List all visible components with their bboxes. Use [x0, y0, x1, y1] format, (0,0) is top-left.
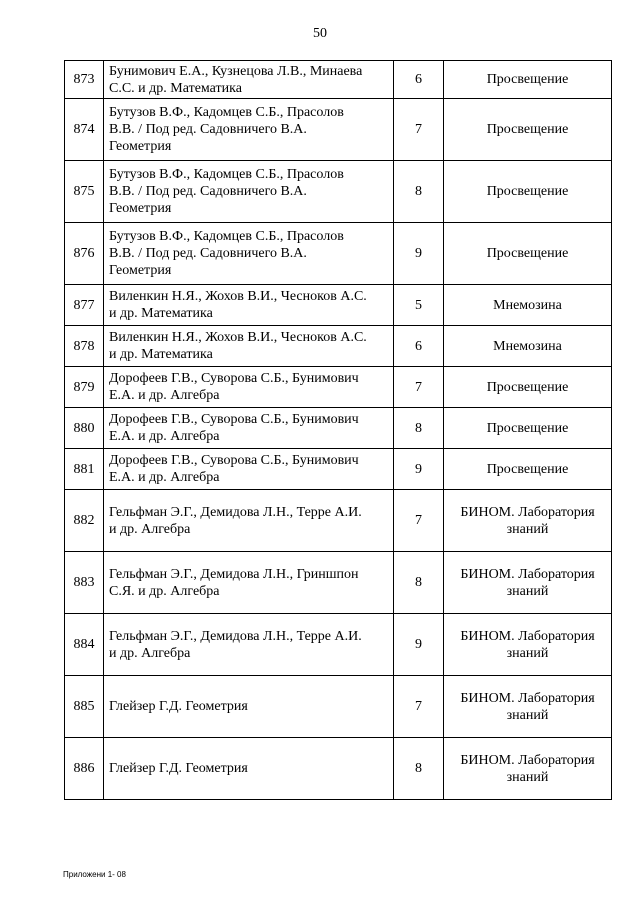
row-number: 885 [65, 676, 104, 738]
publisher-cell [444, 367, 612, 408]
book-title-line: Геометрия [109, 201, 172, 216]
book-title-cell [104, 676, 394, 738]
book-title-cell [104, 367, 394, 408]
book-title-line: Дорофеев Г.В., Суворова С.Б., Бунимович [109, 453, 359, 468]
book-title-line: и др. Математика [109, 347, 213, 362]
table-row [65, 614, 612, 676]
book-title-line: Виленкин Н.Я., Жохов В.И., Чесноков А.С. [109, 289, 367, 304]
row-number: 875 [65, 161, 104, 223]
grade-cell: 7 [394, 490, 444, 552]
publisher-cell [444, 490, 612, 552]
publisher-line: Просвещение [486, 379, 569, 395]
table-row [65, 61, 612, 99]
publisher-line: Просвещение [486, 420, 569, 436]
grade-cell: 8 [394, 738, 444, 800]
publisher-cell [444, 285, 612, 326]
publisher-line: Мнемозина [493, 338, 562, 354]
grade-cell: 8 [394, 161, 444, 223]
book-title-line: Геометрия [109, 263, 172, 278]
grade-cell: 5 [394, 285, 444, 326]
page-number: 50 [313, 26, 327, 41]
book-title-line: Глейзер Г.Д. Геометрия [109, 761, 248, 776]
publisher-line: Просвещение [486, 122, 569, 137]
row-number: 882 [65, 490, 104, 552]
publisher-line: Просвещение [486, 246, 569, 261]
table-row [65, 223, 612, 285]
book-title-line: и др. Математика [109, 306, 213, 321]
book-title-cell [104, 738, 394, 800]
publisher-cell [444, 223, 612, 285]
footer-note: Приложени 1- 08 [63, 870, 126, 879]
publisher-cell [444, 614, 612, 676]
book-title-cell [104, 614, 394, 676]
book-title-line: Е.А. и др. Алгебра [109, 388, 220, 403]
row-number: 881 [65, 449, 104, 490]
book-title-line: В.В. / Под ред. Садовничего В.А. [109, 122, 307, 137]
publisher-line: Просвещение [486, 184, 569, 199]
row-number: 886 [65, 738, 104, 800]
book-title-line: Гельфман Э.Г., Демидова Л.Н., Терре А.И. [109, 628, 362, 644]
book-title-line: Бутузов В.Ф., Кадомцев С.Б., Прасолов [109, 167, 344, 182]
table-row [65, 326, 612, 367]
book-title-line: Глейзер Г.Д. Геометрия [109, 699, 248, 714]
publisher-cell [444, 676, 612, 738]
book-title-line: С.Я. и др. Алгебра [109, 583, 220, 599]
row-number: 884 [65, 614, 104, 676]
book-title-cell [104, 61, 394, 99]
publisher-cell [444, 738, 612, 800]
book-title-line: В.В. / Под ред. Садовничего В.А. [109, 184, 307, 199]
table-body [65, 61, 612, 800]
book-title-cell [104, 408, 394, 449]
book-title-line: В.В. / Под ред. Садовничего В.А. [109, 246, 307, 261]
grade-cell: 6 [394, 61, 444, 99]
book-title-line: Е.А. и др. Алгебра [109, 429, 220, 444]
book-title-line: Е.А. и др. Алгебра [109, 470, 220, 485]
book-title-cell [104, 285, 394, 326]
row-number: 877 [65, 285, 104, 326]
book-title-cell [104, 449, 394, 490]
row-number: 883 [65, 552, 104, 614]
grade-cell: 9 [394, 449, 444, 490]
table-row [65, 552, 612, 614]
publisher-line: знаний [506, 583, 549, 599]
table-row [65, 490, 612, 552]
grade-cell: 9 [394, 223, 444, 285]
table-row [65, 367, 612, 408]
book-title-cell [104, 161, 394, 223]
table-row [65, 408, 612, 449]
publisher-cell [444, 326, 612, 367]
publisher-cell [444, 99, 612, 161]
publisher-line: Просвещение [486, 461, 569, 477]
book-title-cell [104, 223, 394, 285]
book-title-line: С.С. и др. Математика [109, 80, 242, 96]
row-number: 879 [65, 367, 104, 408]
publisher-cell [444, 408, 612, 449]
publisher-line: знаний [506, 707, 549, 723]
book-title-line: Бунимович Е.А., Кузнецова Л.В., Минаева [109, 63, 363, 79]
grade-cell: 7 [394, 676, 444, 738]
grade-cell: 7 [394, 367, 444, 408]
row-number: 880 [65, 408, 104, 449]
table-row [65, 285, 612, 326]
table-row [65, 161, 612, 223]
publisher-cell [444, 449, 612, 490]
publisher-line: БИНОМ. Лаборатория [460, 628, 595, 644]
publisher-line: знаний [506, 769, 549, 785]
publisher-cell [444, 552, 612, 614]
publisher-cell [444, 61, 612, 99]
table-row [65, 99, 612, 161]
publisher-line: знаний [506, 521, 549, 537]
table-row [65, 738, 612, 800]
book-title-line: Гельфман Э.Г., Демидова Л.Н., Гриншпон [109, 566, 359, 582]
publisher-line: БИНОМ. Лаборатория [460, 690, 595, 706]
book-title-line: и др. Алгебра [109, 645, 191, 661]
row-number: 878 [65, 326, 104, 367]
publisher-line: БИНОМ. Лаборатория [460, 752, 595, 768]
publisher-cell [444, 161, 612, 223]
publisher-line: БИНОМ. Лаборатория [460, 566, 595, 582]
book-title-line: Дорофеев Г.В., Суворова С.Б., Бунимович [109, 412, 359, 427]
book-title-cell [104, 490, 394, 552]
grade-cell: 6 [394, 326, 444, 367]
book-title-line: Гельфман Э.Г., Демидова Л.Н., Терре А.И. [109, 504, 362, 520]
book-title-line: Бутузов В.Ф., Кадомцев С.Б., Прасолов [109, 229, 344, 244]
book-title-line: Геометрия [109, 139, 172, 154]
book-title-cell [104, 326, 394, 367]
book-title-line: и др. Алгебра [109, 521, 191, 537]
grade-cell: 8 [394, 408, 444, 449]
row-number: 873 [65, 61, 104, 99]
book-title-cell [104, 552, 394, 614]
textbook-table [64, 60, 612, 800]
row-number: 874 [65, 99, 104, 161]
table-row [65, 676, 612, 738]
table-row [65, 449, 612, 490]
book-title-line: Виленкин Н.Я., Жохов В.И., Чесноков А.С. [109, 330, 367, 345]
grade-cell: 8 [394, 552, 444, 614]
book-title-line: Бутузов В.Ф., Кадомцев С.Б., Прасолов [109, 105, 344, 120]
publisher-line: БИНОМ. Лаборатория [460, 504, 595, 520]
book-title-line: Дорофеев Г.В., Суворова С.Б., Бунимович [109, 371, 359, 386]
grade-cell: 9 [394, 614, 444, 676]
book-title-cell [104, 99, 394, 161]
publisher-line: Просвещение [486, 72, 569, 87]
grade-cell: 7 [394, 99, 444, 161]
row-number: 876 [65, 223, 104, 285]
publisher-line: Мнемозина [493, 297, 562, 313]
publisher-line: знаний [506, 645, 549, 661]
